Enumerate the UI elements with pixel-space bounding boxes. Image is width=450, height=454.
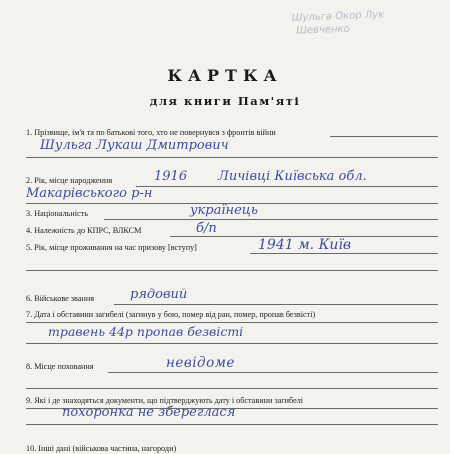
field-7-value: травень 44р пропав безвісті — [48, 324, 244, 339]
field-1-line-a — [330, 136, 438, 137]
field-4-label: 4. Належність до КПРС, ВЛКСМ — [26, 226, 142, 235]
field-2-year: 1916 — [154, 169, 188, 184]
field-6-label: 6. Військове звання — [26, 294, 94, 303]
field-5-line-a — [250, 253, 438, 254]
field-2-line-a — [136, 186, 438, 187]
field-2-place-2: Макарівського р-н — [26, 186, 153, 201]
field-9-value: похоронка не збереглася — [62, 405, 236, 420]
field-6-value: рядовий — [130, 287, 188, 302]
field-3-value: українець — [190, 203, 258, 218]
field-2-label: 2. Рік, місце народження — [26, 176, 113, 185]
card-subtitle: для книги Пам'яті — [149, 94, 301, 108]
field-1-value: Шульга Лукаш Дмитрович — [40, 138, 229, 153]
field-1-label: 1. Прізвище, ім'я та по батькові того, хто не повернувся з фронтів війни — [26, 128, 276, 137]
field-5-line-b — [26, 270, 438, 271]
card-title: КАРТКА — [167, 66, 283, 85]
field-5-label: 5. Рік, місце проживання на час призову [вступу] — [26, 243, 197, 252]
field-4-value: б/п — [196, 221, 217, 236]
field-8-line-b — [26, 388, 438, 389]
field-8-label: 8. Місце поховання — [26, 362, 94, 371]
field-8-line — [108, 372, 438, 373]
archive-note — [292, 8, 385, 37]
field-7-line-b — [26, 343, 438, 344]
field-7-line-a — [26, 322, 438, 323]
archive-note-line-1: Шульга Окор Лук — [291, 9, 385, 24]
field-9-label: 9. Які і де знаходяться документи, що підтверджують дату і обставини загибелі — [26, 396, 304, 405]
field-2-place-1: Личівці Київська обл. — [218, 169, 367, 184]
field-3-label: 3. Національність — [26, 209, 88, 218]
field-9-line-b — [26, 424, 438, 425]
field-10-label: 10. Інші дані (військова частина, нагороди) — [26, 444, 177, 453]
field-3-line — [104, 219, 438, 220]
archive-note-line-2: Шевченко — [296, 23, 350, 37]
field-1-line-b — [26, 157, 438, 158]
field-7-label: 7. Дата і обставини загибелі (загинув у бою, помер від ран, помер, пропав безвісті) — [26, 310, 316, 319]
field-5-value: 1941 м. Київ — [258, 237, 352, 253]
field-8-value: невідоме — [166, 355, 235, 371]
field-6-line — [114, 304, 438, 305]
